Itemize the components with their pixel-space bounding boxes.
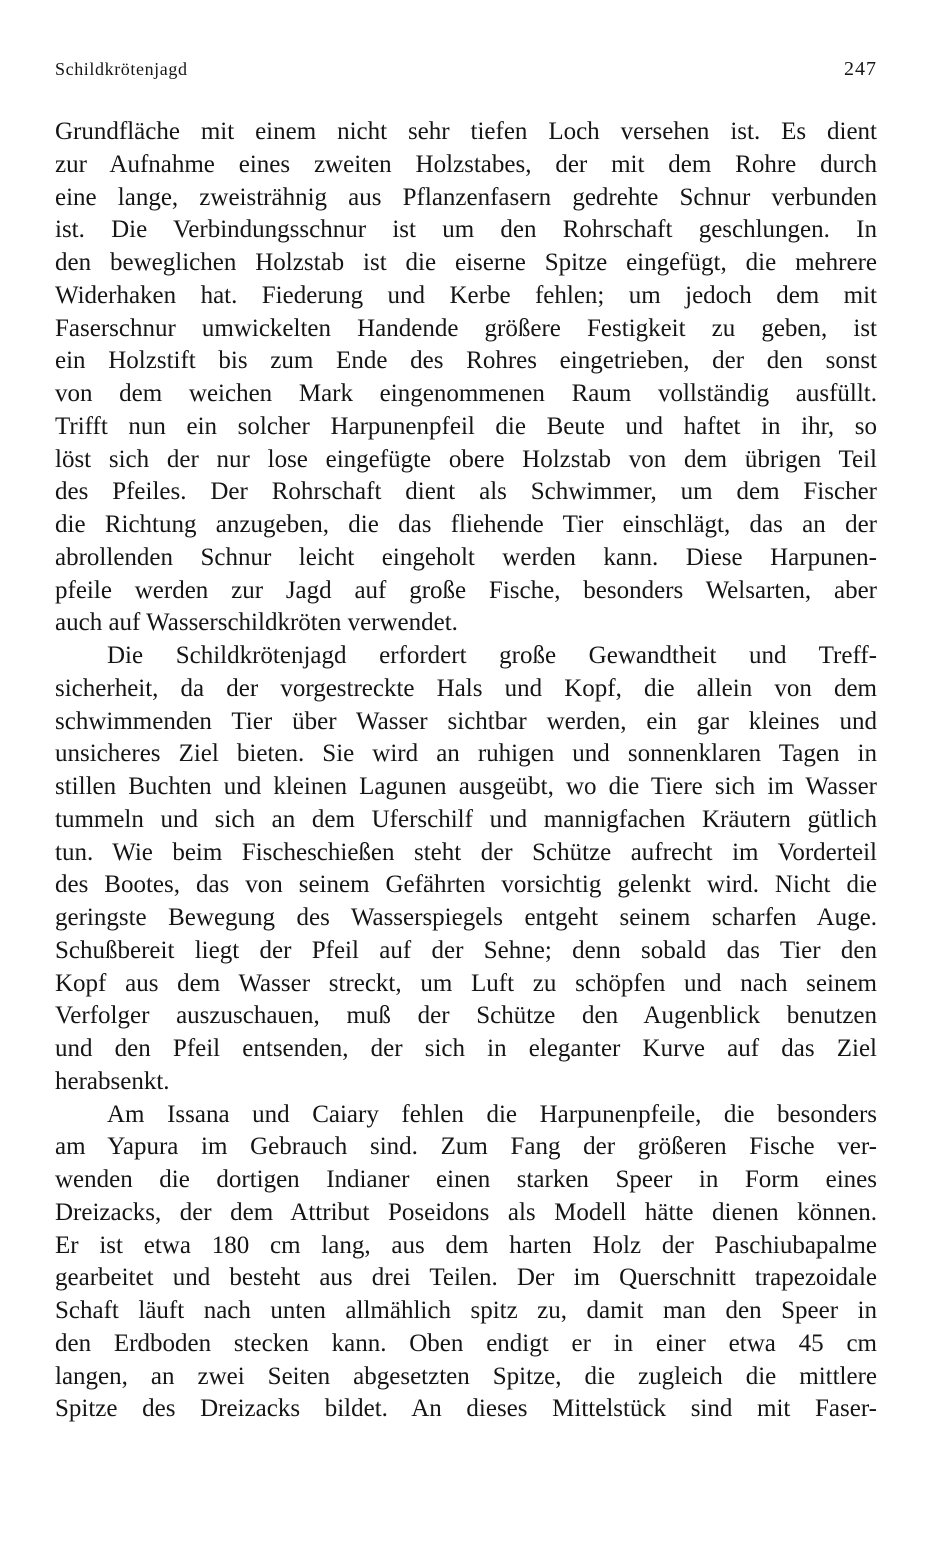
text-line: den beweglichen Holzstab ist die eiserne Spitze eingefügt, die mehrere (55, 249, 877, 276)
text-line: des Pfeiles. Der Rohrschaft dient als Schwimmer, um dem Fischer (55, 478, 877, 506)
paragraph-1 (55, 116, 877, 640)
text-line: Kopf aus dem Wasser streckt, um Luft zu schöpfen und nach seinem (55, 969, 877, 997)
text-line: zur Aufnahme eines zweiten Holzstabes, der mit dem Rohre durch (55, 150, 877, 178)
text-line: schwimmenden Tier über Wasser sichtbar werden, ein gar kleines und (55, 707, 877, 735)
text-line: Faserschnur umwickelten Handende größere Festigkeit zu geben, ist (55, 314, 877, 342)
paragraph-2 (55, 640, 877, 1099)
text-line: tummeln und sich an dem Uferschilf und mannigfachen Kräutern gütlich (55, 805, 877, 833)
text-line: Widerhaken hat. Fiederung und Kerbe fehlen; um jedoch dem mit (55, 281, 877, 309)
text-line: auch auf Wasserschildkröten verwendet. (55, 609, 458, 637)
text-line: löst sich der nur lose eingefügte obere Holzstab von dem übrigen Teil (55, 445, 877, 473)
text-line: Trifft nun ein solcher Harpunenpfeil die Beute und haftet in ihr, so (55, 412, 877, 440)
text-line: tun. Wie beim Fischeschießen steht der Schütze aufrecht im Vorderteil (55, 838, 877, 866)
text-line: die Richtung anzugeben, die das fliehende Tier einschlägt, das an der (55, 511, 877, 538)
text-line: unsicheres Ziel bieten. Sie wird an ruhigen und sonnenklaren Tagen in (55, 740, 877, 768)
text-line: gearbeitet und besteht aus drei Teilen. Der im Querschnitt trapezoidale (55, 1264, 877, 1292)
text-line: Grundfläche mit einem nicht sehr tiefen Loch versehen ist. Es dient (55, 118, 877, 145)
text-line: abrollenden Schnur leicht eingeholt werden kann. Diese Harpunen- (55, 543, 877, 571)
running-header (55, 58, 877, 96)
text-line: Am Issana und Caiary fehlen die Harpunenpfeile, die besonders (107, 1100, 877, 1128)
text-line: Die Schildkrötenjagd erfordert große Gewandtheit und Treff- (107, 642, 877, 669)
text-line: Verfolger auszuschauen, muß der Schütze den Augenblick benutzen (55, 1002, 877, 1030)
text-line: den Erdboden stecken kann. Oben endigt er in einer etwa 45 cm (55, 1329, 877, 1357)
text-line: ist. Die Verbindungsschnur ist um den Rohrschaft geschlungen. In (55, 216, 877, 244)
text-line: und den Pfeil entsenden, der sich in eleganter Kurve auf das Ziel (55, 1035, 877, 1062)
text-line: Schaft läuft nach unten allmählich spitz zu, damit man den Speer in (55, 1297, 877, 1324)
text-line: langen, an zwei Seiten abgesetzten Spitze, die zugleich die mittlere (55, 1362, 877, 1390)
text-line: Schußbereit liegt der Pfeil auf der Sehne; denn sobald das Tier den (55, 936, 877, 964)
text-line: wenden die dortigen Indianer einen starken Speer in Form eines (55, 1166, 877, 1193)
text-line: herabsenkt. (55, 1067, 170, 1095)
page-number: 247 (844, 58, 877, 80)
text-line: sicherheit, da der vorgestreckte Hals und Kopf, die allein von dem (55, 674, 877, 702)
text-line: Er ist etwa 180 cm lang, aus dem harten Holz der Paschiubapalme (55, 1231, 877, 1259)
text-line: pfeile werden zur Jagd auf große Fische, besonders Welsarten, aber (55, 576, 877, 604)
book-page (55, 58, 877, 1426)
text-line: am Yapura im Gebrauch sind. Zum Fang der größeren Fische ver- (55, 1133, 877, 1161)
text-line: Spitze des Dreizacks bildet. An dieses Mittelstück sind mit Faser- (55, 1395, 877, 1423)
text-line: von dem weichen Mark eingenommenen Raum vollständig ausfüllt. (55, 380, 877, 407)
text-line: eine lange, zweisträhnig aus Pflanzenfasern gedrehte Schnur verbunden (55, 183, 877, 211)
text-line: stillen Buchten und kleinen Lagunen ausgeübt, wo die Tiere sich im Wasser (55, 773, 877, 800)
text-line: des Bootes, das von seinem Gefährten vorsichtig gelenkt wird. Nicht die (55, 871, 877, 899)
text-line: Dreizacks, der dem Attribut Poseidons als Modell hätte dienen können. (55, 1198, 877, 1226)
text-line: ein Holzstift bis zum Ende des Rohres eingetrieben, der den sonst (55, 347, 877, 375)
running-title: Schildkrötenjagd (55, 59, 188, 79)
text-line: geringste Bewegung des Wasserspiegels entgeht seinem scharfen Auge. (55, 904, 877, 931)
paragraph-3 (55, 1099, 877, 1427)
